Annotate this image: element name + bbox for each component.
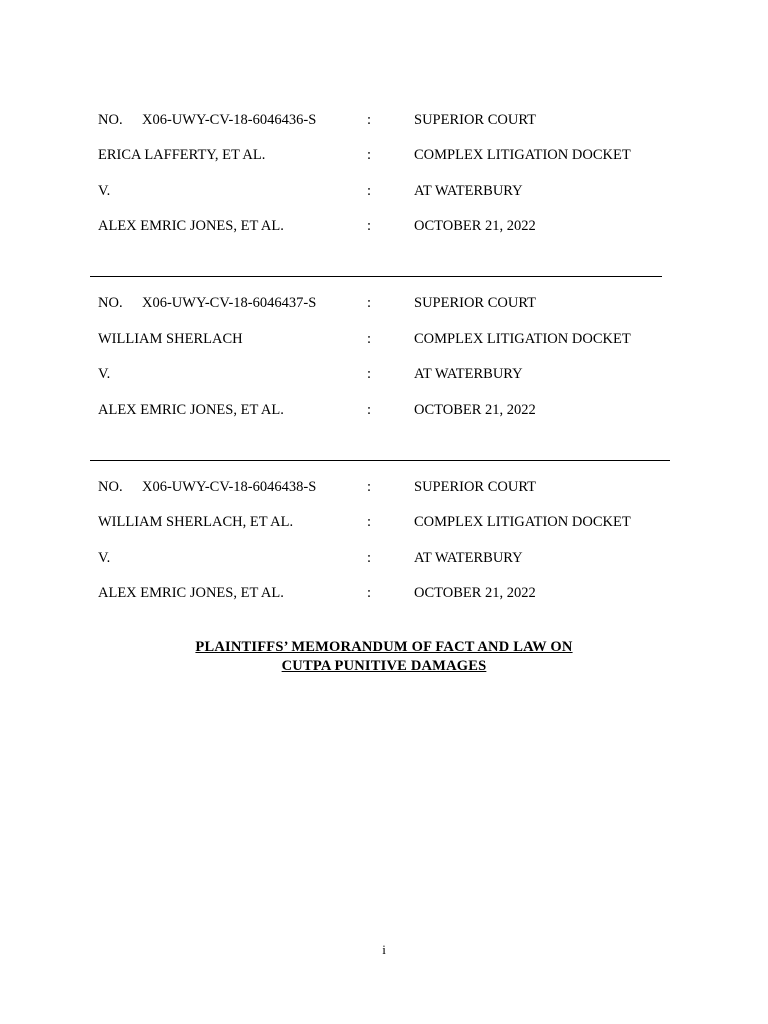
caption-colon: : [367, 366, 372, 382]
caption-colon: : [367, 479, 372, 495]
court-location: AT WATERBURY [414, 366, 523, 382]
caption-colon: : [367, 112, 372, 128]
caption-colon: : [367, 550, 372, 566]
caption-colon: : [367, 147, 372, 163]
page-number: i [382, 942, 386, 957]
caption-row-versus [0, 181, 768, 201]
court-name: SUPERIOR COURT [414, 112, 536, 128]
caption-row-defendant [0, 216, 768, 236]
caption-colon: : [367, 585, 372, 601]
caption-colon: : [367, 295, 372, 311]
filing-date: OCTOBER 21, 2022 [414, 218, 536, 234]
versus-text: V. [98, 183, 111, 199]
filing-date: OCTOBER 21, 2022 [414, 402, 536, 418]
document-title-line-1: PLAINTIFFS’ MEMORANDUM OF FACT AND LAW ON [195, 639, 573, 655]
caption-divider [90, 276, 662, 277]
plaintiff-name: WILLIAM SHERLACH [98, 331, 243, 347]
caption-colon: : [367, 402, 372, 418]
plaintiff-name: ERICA LAFFERTY, ET AL. [98, 147, 266, 163]
caption-row-docket [0, 477, 768, 497]
caption-row-versus [0, 364, 768, 384]
versus-text: V. [98, 550, 111, 566]
caption-colon: : [367, 218, 372, 234]
court-location: AT WATERBURY [414, 550, 523, 566]
docket-number: NO. X06-UWY-CV-18-6046436-S [98, 112, 317, 128]
docket-type: COMPLEX LITIGATION DOCKET [414, 514, 631, 530]
caption-row-docket [0, 110, 768, 130]
docket-number: NO. X06-UWY-CV-18-6046438-S [98, 479, 317, 495]
caption-row-plaintiff [0, 329, 768, 349]
defendant-name: ALEX EMRIC JONES, ET AL. [98, 218, 284, 234]
versus-text: V. [98, 366, 111, 382]
defendant-name: ALEX EMRIC JONES, ET AL. [98, 585, 284, 601]
docket-type: COMPLEX LITIGATION DOCKET [414, 331, 631, 347]
docket-type: COMPLEX LITIGATION DOCKET [414, 147, 631, 163]
caption-divider [90, 460, 670, 461]
caption-colon: : [367, 331, 372, 347]
caption-colon: : [367, 514, 372, 530]
filing-date: OCTOBER 21, 2022 [414, 585, 536, 601]
caption-row-plaintiff [0, 145, 768, 165]
document-title-line-2: CUTPA PUNITIVE DAMAGES [281, 658, 487, 674]
caption-row-versus [0, 548, 768, 568]
caption-row-defendant [0, 400, 768, 420]
defendant-name: ALEX EMRIC JONES, ET AL. [98, 402, 284, 418]
caption-row-docket [0, 293, 768, 313]
court-name: SUPERIOR COURT [414, 479, 536, 495]
docket-number: NO. X06-UWY-CV-18-6046437-S [98, 295, 317, 311]
court-location: AT WATERBURY [414, 183, 523, 199]
court-name: SUPERIOR COURT [414, 295, 536, 311]
caption-row-plaintiff [0, 512, 768, 532]
caption-colon: : [367, 183, 372, 199]
caption-row-defendant [0, 583, 768, 603]
plaintiff-name: WILLIAM SHERLACH, ET AL. [98, 514, 294, 530]
